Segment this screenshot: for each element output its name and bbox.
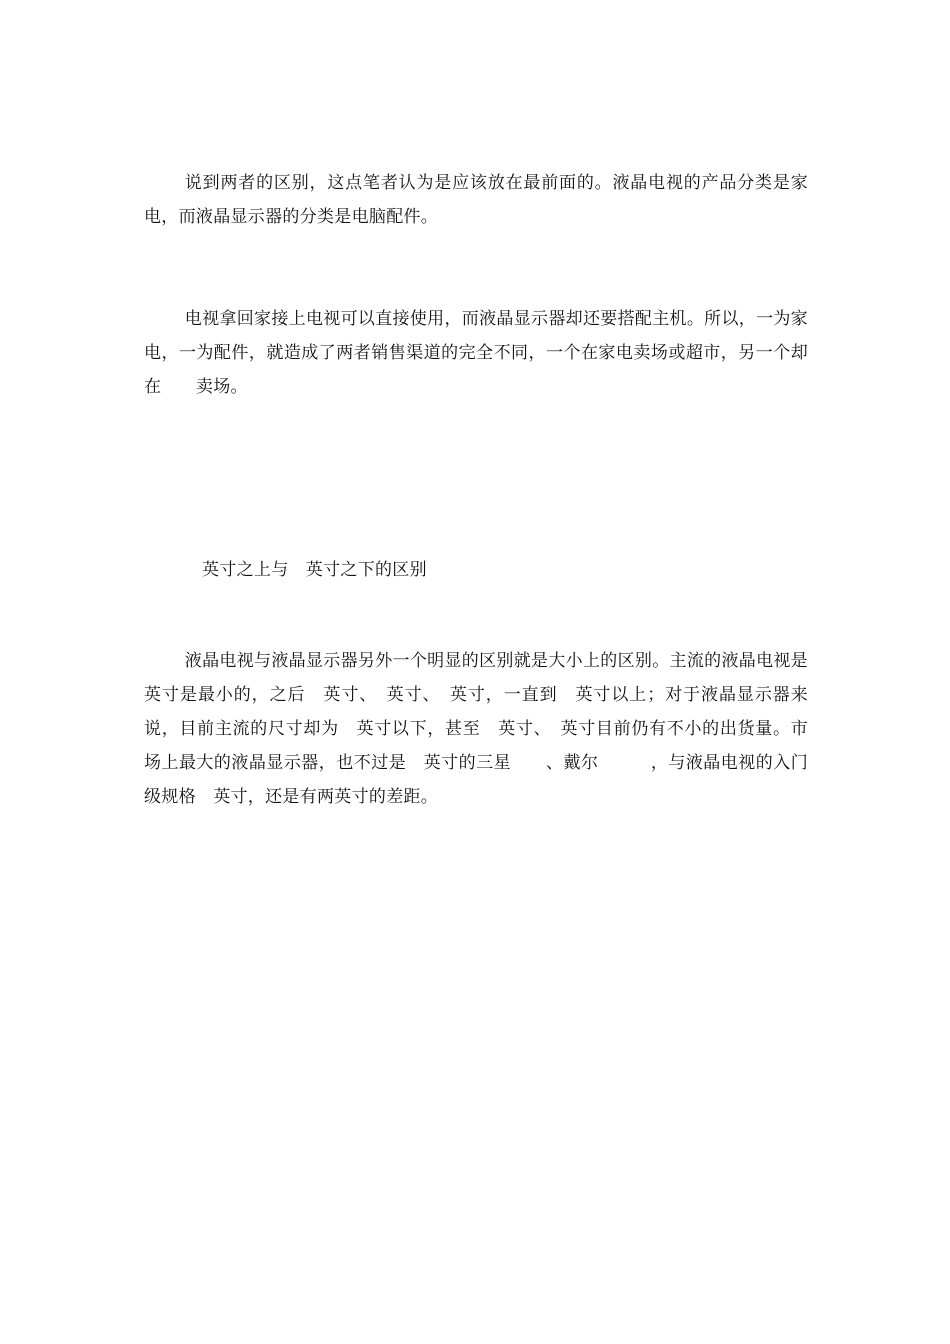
paragraph-category-difference: 说到两者的区别，这点笔者认为是应该放在最前面的。液晶电视的产品分类是家电，而液晶显示器的分类是电脑配件。: [144, 173, 808, 227]
paragraph-sales-channel: 电视拿回家接上电视可以直接使用，而液晶显示器却还要搭配主机。所以，一为家电，一为配件，就造成了两者销售渠道的完全不同，一个在家电卖场或超市，另一个却在 卖场。: [144, 309, 808, 397]
paragraph-size-difference: 液晶电视与液晶显示器另外一个明显的区别就是大小上的区别。主流的液晶电视是 英寸是最小的，之后 英寸、 英寸、 英寸，一直到 英寸以上；对于液晶显示器来说，目前主流的尺寸却为 英寸以下，甚至 英寸、 英寸目前仍有不小的出货量。市场上最大的液晶显示器，也不过是 英寸的三星 、戴尔 ，与液晶电视的入门级规格 英寸，还是有两英寸的差距。: [144, 651, 826, 807]
section-heading-size-difference: 英寸之上与 英寸之下的区别: [202, 560, 427, 580]
